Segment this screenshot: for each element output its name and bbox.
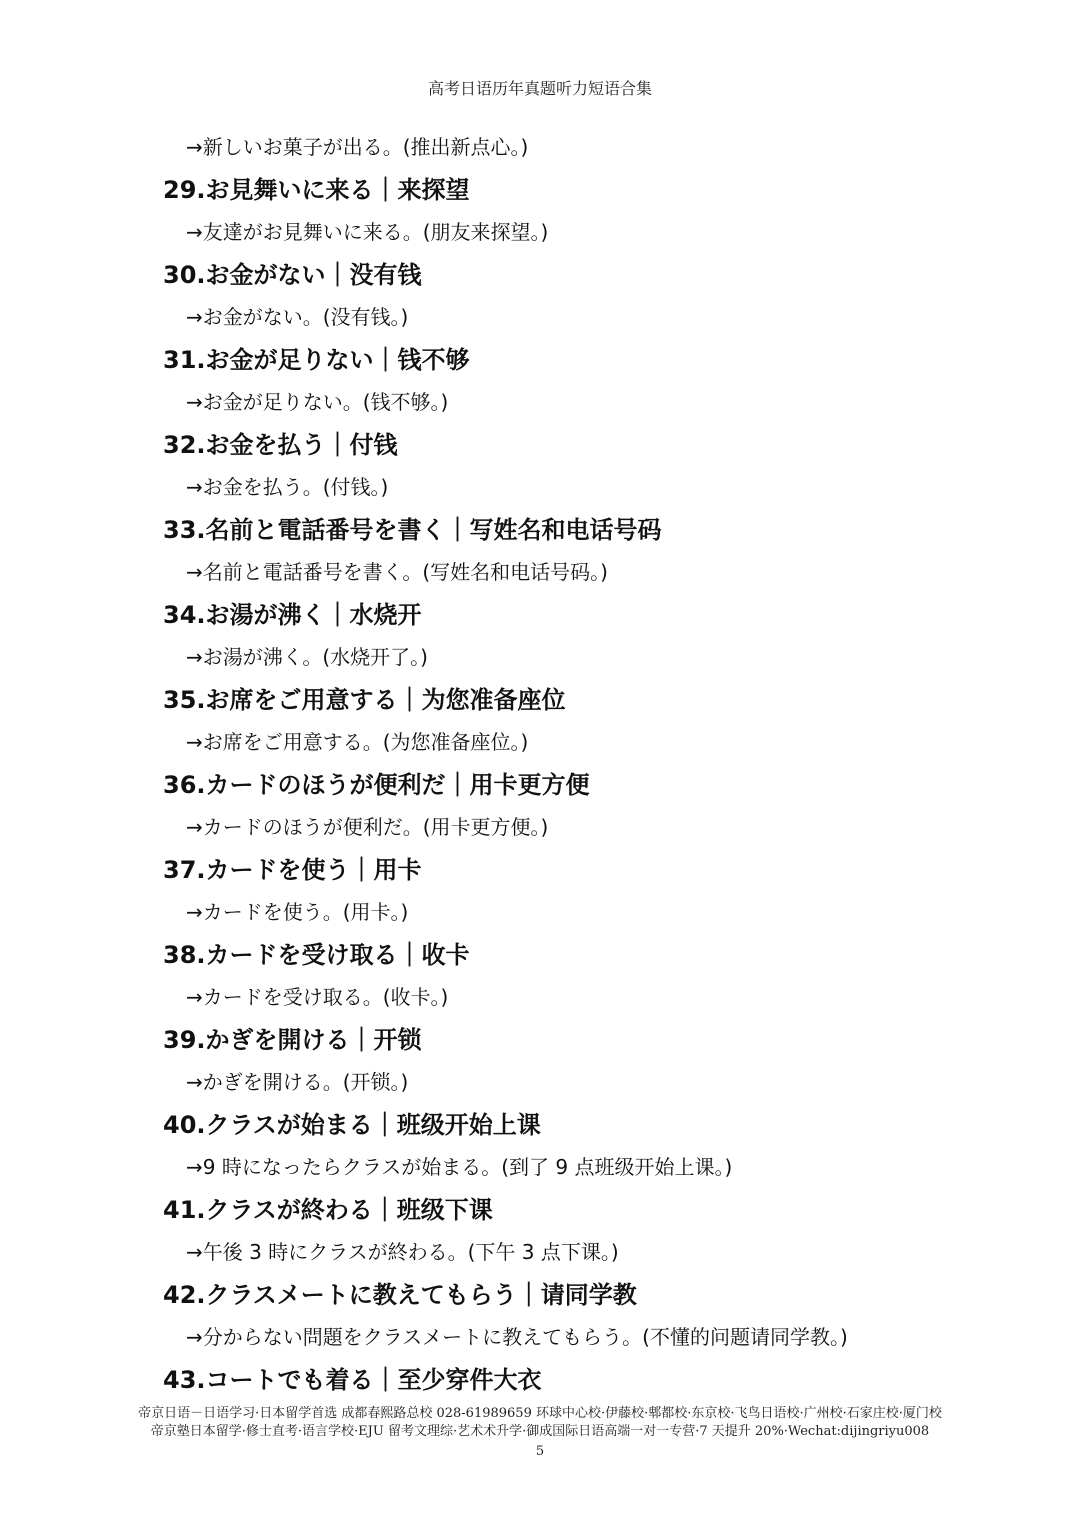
- example-sentence: [0, 636, 1080, 679]
- phrase-heading: [0, 679, 1080, 722]
- example-sentence-text: →お金を払う。(付钱。): [186, 475, 389, 499]
- phrase-heading-text: 42.クラスメートに教えてもらう｜请同学教: [163, 1280, 637, 1309]
- phrase-heading: [0, 509, 1080, 552]
- phrase-heading-text: 39.かぎを開ける｜开锁: [163, 1025, 422, 1054]
- footer-line-2: 帝京塾日本留学·修士直考·语言学校·EJU 留考文理综·艺术术升学·御成国际日语高端一对一专营·7 天提升 20%·Wechat:dijingriyu008: [150, 1424, 930, 1439]
- phrase-heading: [0, 339, 1080, 382]
- example-sentence-text: →お席をご用意する。(为您准备座位。): [186, 730, 529, 754]
- example-sentence-text: →お湯が沸く。(水烧开了。): [186, 645, 428, 669]
- example-sentence: [0, 551, 1080, 594]
- phrase-heading-text: 37.カードを使う｜用卡: [163, 855, 422, 884]
- phrase-heading: [0, 1189, 1080, 1232]
- example-sentence-text: →9 時になったらクラスが始まる。(到了 9 点班级开始上课。): [186, 1155, 733, 1179]
- example-sentence: [0, 1231, 1080, 1274]
- phrase-heading-text: 33.名前と電話番号を書く｜写姓名和电话号码: [163, 515, 662, 544]
- phrase-heading-text: 35.お席をご用意する｜为您准备座位: [163, 685, 566, 714]
- example-sentence: [0, 466, 1080, 509]
- example-sentence-text: →カードを受け取る。(收卡。): [186, 985, 449, 1009]
- page-header-title: 高考日语历年真题听力短语合集: [427, 79, 652, 98]
- phrase-heading-text: 40.クラスが始まる｜班级开始上课: [163, 1110, 541, 1139]
- phrase-heading: [0, 849, 1080, 892]
- phrase-heading: [0, 254, 1080, 297]
- example-sentence-text: →かぎを開ける。(开锁。): [186, 1070, 409, 1094]
- phrase-heading: [0, 1359, 1080, 1402]
- phrase-heading-text: 38.カードを受け取る｜收卡: [163, 940, 470, 969]
- footer-line-1: 帝京日语－日语学习·日本留学首选 成都春熙路总校 028-61989659 环球中心校·伊藤校·郫都校·东京校·飞鸟日语校·广州校·石家庄校·厦门校: [138, 1406, 942, 1421]
- phrase-heading: [0, 1274, 1080, 1317]
- phrase-heading-text: 31.お金が足りない｜钱不够: [163, 345, 470, 374]
- example-sentence: [0, 211, 1080, 254]
- example-sentence: [0, 891, 1080, 934]
- phrase-heading: [0, 1104, 1080, 1147]
- example-sentence: [0, 721, 1080, 764]
- example-sentence-text: →分からない問題をクラスメートに教えてもらう。(不懂的问题请同学教。): [186, 1325, 848, 1349]
- phrase-heading: [0, 1019, 1080, 1062]
- phrase-heading-text: 41.クラスが終わる｜班级下课: [163, 1195, 493, 1224]
- example-sentence-text: →午後 3 時にクラスが終わる。(下午 3 点下课。): [186, 1240, 619, 1264]
- phrase-heading: [0, 934, 1080, 977]
- example-sentence: [0, 1316, 1080, 1359]
- example-sentence: [0, 806, 1080, 849]
- example-sentence-text: →名前と電話番号を書く。(写姓名和电话号码。): [186, 560, 608, 584]
- phrase-list: [0, 126, 1080, 1401]
- example-sentence-text: →カードのほうが便利だ。(用卡更方便。): [186, 815, 549, 839]
- example-sentence-text: →新しいお菓子が出る。(推出新点心。): [186, 135, 529, 159]
- example-sentence: [0, 381, 1080, 424]
- example-sentence-text: →カードを使う。(用卡。): [186, 900, 409, 924]
- example-sentence-text: →友達がお見舞いに来る。(朋友来探望。): [186, 220, 549, 244]
- example-sentence: [0, 976, 1080, 1019]
- example-sentence: [0, 296, 1080, 339]
- example-sentence: [0, 1061, 1080, 1104]
- phrase-heading-text: 34.お湯が沸く｜水烧开: [163, 600, 422, 629]
- example-sentence-text: →お金がない。(没有钱。): [186, 305, 409, 329]
- phrase-heading: [0, 424, 1080, 467]
- phrase-heading-text: 43.コートでも着る｜至少穿件大衣: [163, 1365, 542, 1394]
- phrase-heading-text: 30.お金がない｜没有钱: [163, 260, 422, 289]
- phrase-heading: [0, 169, 1080, 212]
- phrase-heading-text: 32.お金を払う｜付钱: [163, 430, 398, 459]
- example-sentence: [0, 1146, 1080, 1189]
- example-sentence: [0, 126, 1080, 169]
- example-sentence-text: →お金が足りない。(钱不够。): [186, 390, 449, 414]
- phrase-heading: [0, 594, 1080, 637]
- phrase-heading: [0, 764, 1080, 807]
- page-number: 5: [535, 1444, 545, 1459]
- phrase-heading-text: 29.お見舞いに来る｜来探望: [163, 175, 470, 204]
- phrase-heading-text: 36.カードのほうが便利だ｜用卡更方便: [163, 770, 590, 799]
